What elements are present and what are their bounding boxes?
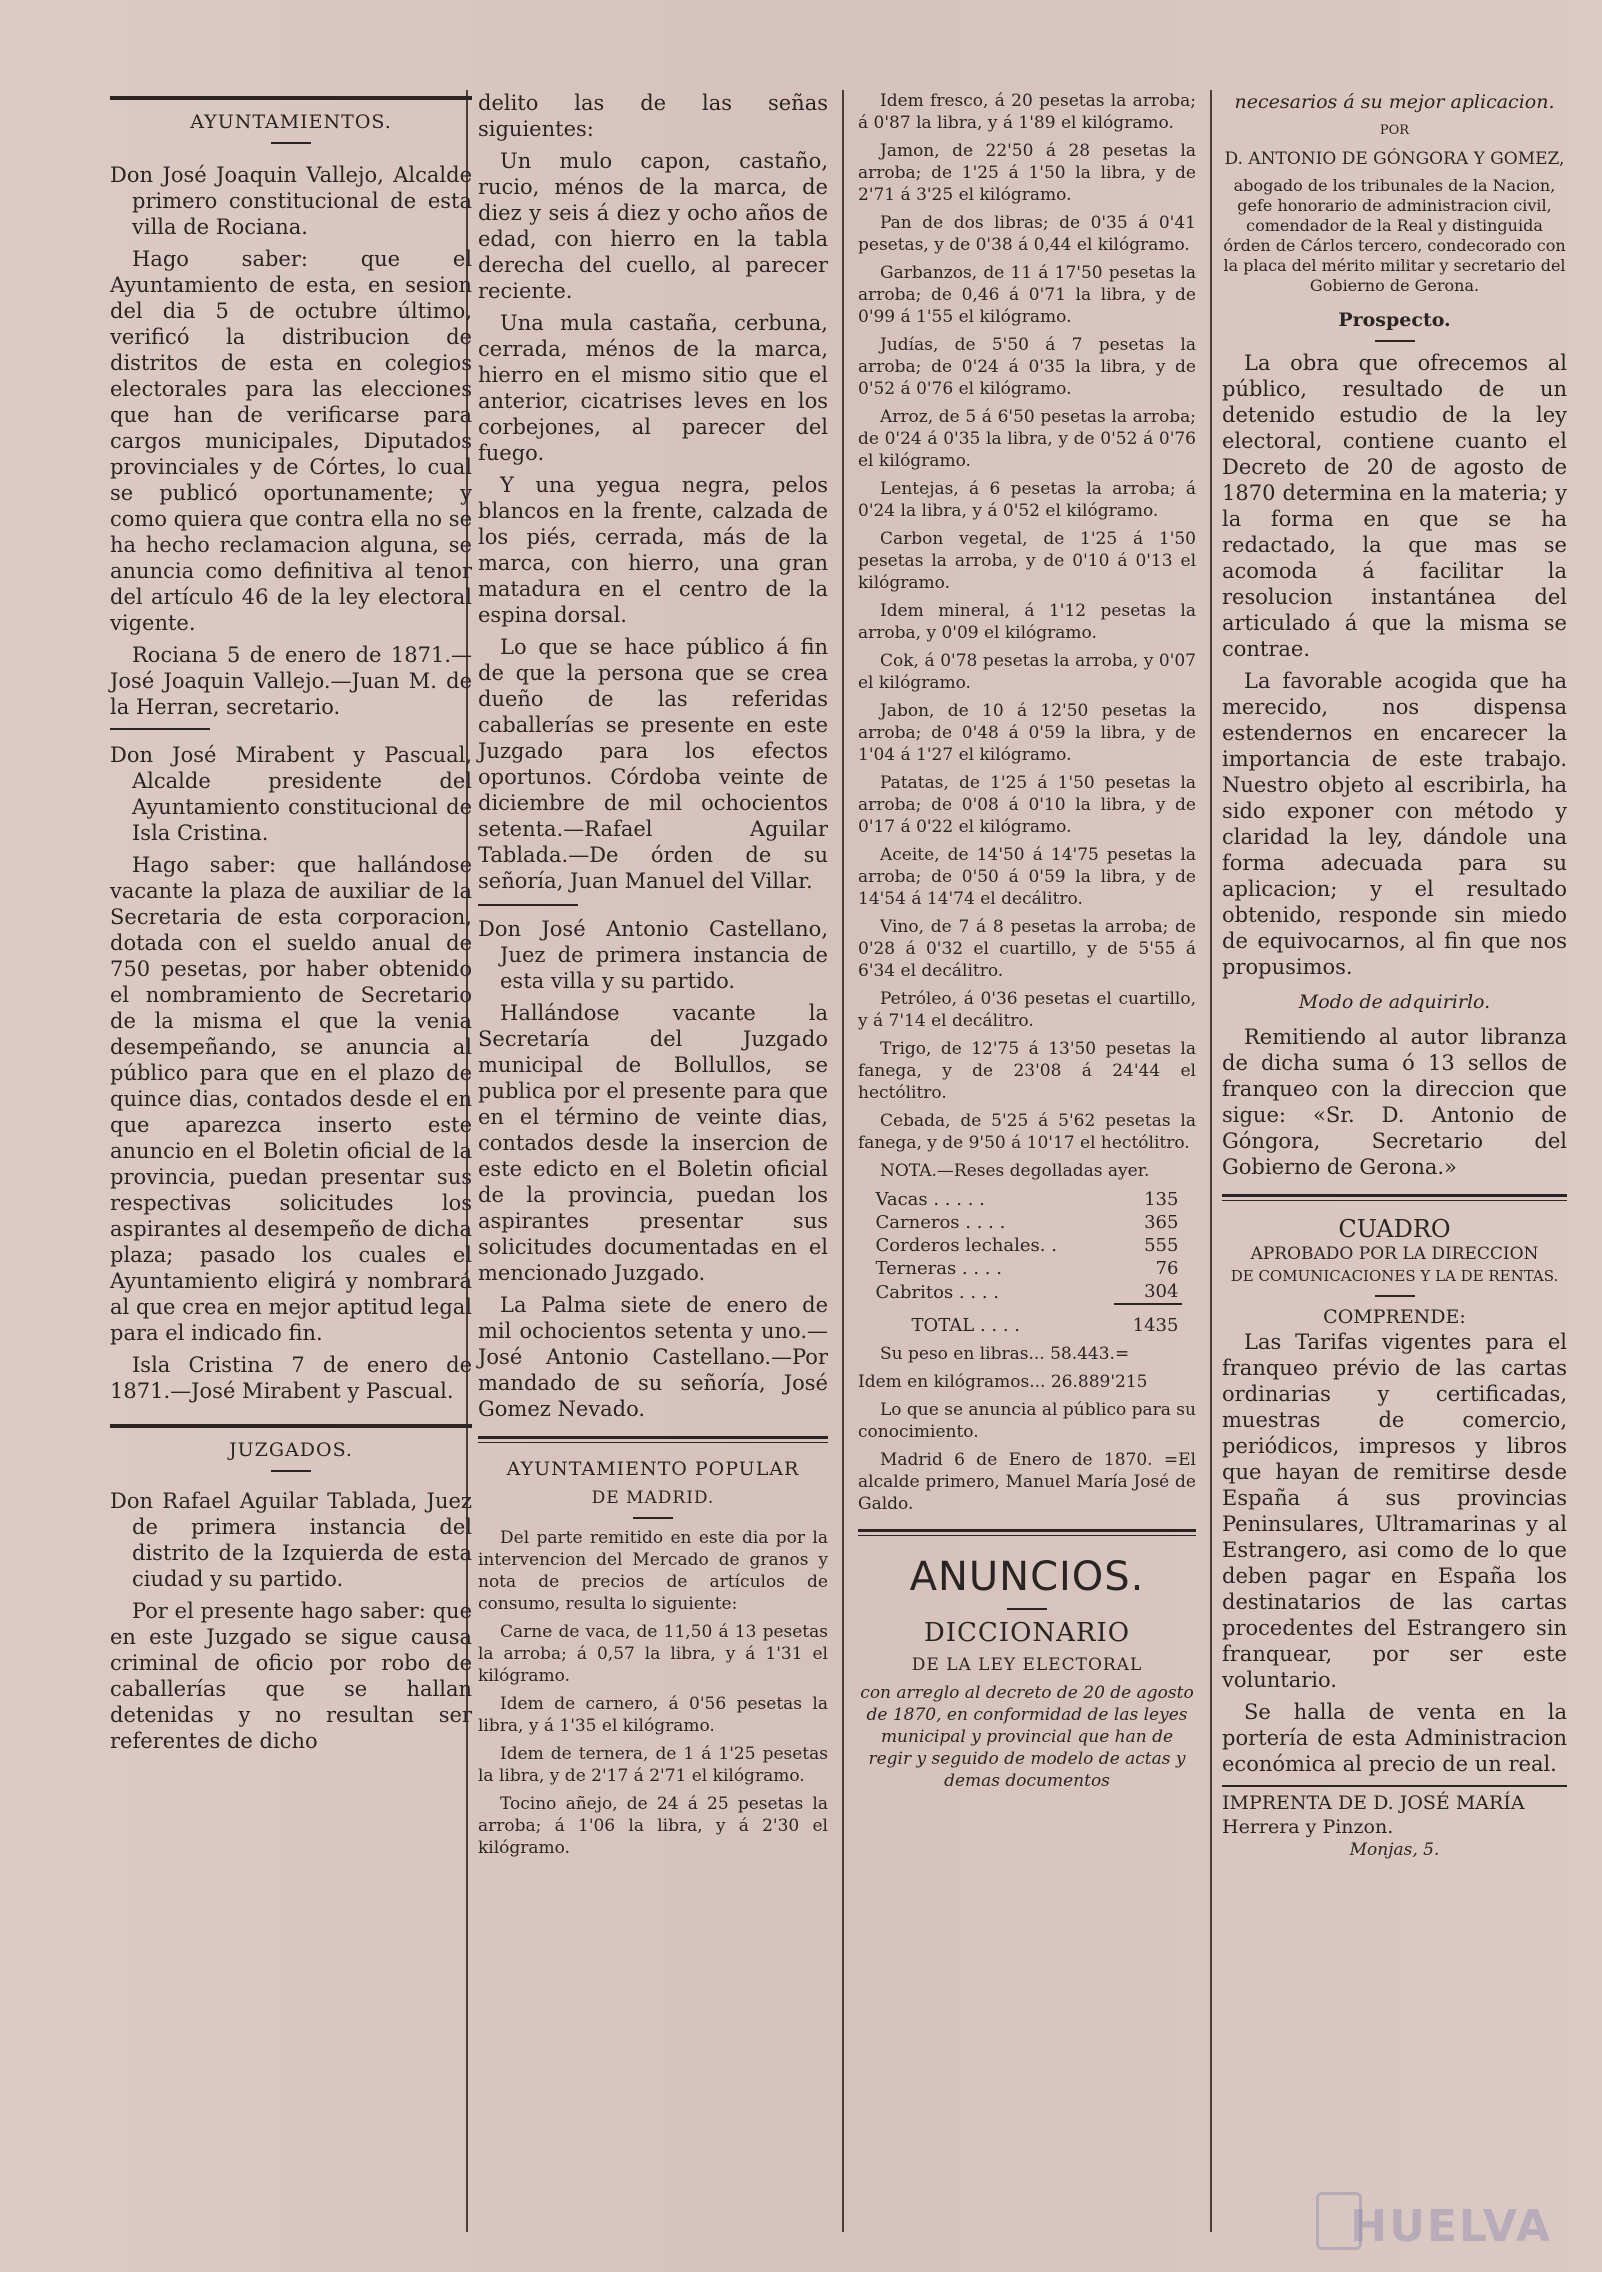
book-description-cont: necesarios á su mejor aplicacion. — [1234, 91, 1555, 113]
price-item: Vino, de 7 á 8 pesetas la arroba; de 0'28 á 0'32 el cuartillo, y de 5'55 á 6'34 el decálitro. — [858, 917, 1196, 981]
paragraph: Un mulo capon, castaño, rucio, ménos de la marca, de diez y seis á diez y ocho años de edad, con hierro en la tabla derecha del cuello, al parecer reciente. — [478, 149, 828, 303]
nota-title: NOTA.—Reses degolladas ayer. — [880, 1161, 1150, 1181]
column-divider — [842, 90, 844, 2232]
table-total-row — [872, 1304, 1183, 1337]
total-label: TOTAL . . . . — [911, 1314, 1021, 1336]
weight-kg: Idem en kilógramos... 26.889'215 — [858, 1372, 1148, 1392]
prospecto-heading: Prospecto. — [1338, 309, 1451, 331]
price-item: Petróleo, á 0'36 pesetas el cuartillo, y á 7'14 el decálitro. — [858, 989, 1196, 1031]
author-description: abogado de los tribunales de la Nacion, gefe honorario de administracion civil, comendador de la Real y distinguida órden de Cárlos tercero, condecorado con la placa del mérito militar y secretario del Gobierno de Gerona. — [1223, 176, 1566, 295]
cuadro-subheading: DE COMUNICACIONES Y LA DE RENTAS. — [1230, 1267, 1559, 1285]
table-row — [872, 1280, 1183, 1304]
cuadro-heading: CUADRO — [1338, 1215, 1451, 1243]
row-label: Vacas . . . . . — [875, 1189, 985, 1210]
anuncios-heading: ANUNCIOS. — [909, 1554, 1145, 1600]
imprint-line: IMPRENTA DE D. JOSÉ MARÍA Herrera y Pinzon. — [1222, 1792, 1525, 1838]
row-value: 135 — [1144, 1189, 1179, 1210]
separator — [271, 142, 311, 144]
row-value: 76 — [1155, 1258, 1179, 1279]
price-item: Pan de dos libras; de 0'35 á 0'41 pesetas, y de 0'38 á 0,44 el kilógramo. — [858, 213, 1196, 255]
slaughter-table — [872, 1188, 1183, 1337]
paragraph: Lo que se anuncia al público para su conocimiento. — [858, 1400, 1196, 1442]
price-item: Carne de vaca, de 11,50 á 13 pesetas la arroba; á 0,57 la libra, y á 1'31 el kilógramo. — [478, 1622, 828, 1686]
price-item: Carbon vegetal, de 1'25 á 1'50 pesetas la arroba, y de 0'10 á 0'13 el kilógramo. — [858, 529, 1196, 593]
column-3 — [858, 90, 1196, 2212]
weight-libras: Su peso en libras... 58.443.= — [880, 1344, 1130, 1364]
section-rule — [858, 1529, 1196, 1536]
announcement-body: Hago saber: que el Ayuntamiento de esta, en sesion del dia 5 de octubre último, verificó la distribucion de distritos de esta en colegios electorales para las elecciones que han de verificarse para cargos municipales, Diputados provinciales y de Córtes, lo cual se publicó oportunamente; y como quiera que contra ella no se ha hecho reclamacion alguna, se anuncia como definitiva al tenor del artículo 46 de la ley electoral vigente. — [110, 247, 472, 635]
paragraph: La obra que ofrecemos al público, resultado de un detenido estudio de la ley electoral, contiene cuanto el Decreto de 20 de agosto de 1870 determina en la materia; y la forma en que se ha redactado, la que mas se acomoda á facilitar la resolucion instantánea del articulado á que la misma se contrae. — [1222, 351, 1567, 661]
paragraph: La favorable acogida que ha merecido, nos dispensa estendernos en encarecer la importancia de este trabajo. Nuestro objeto al escribirla, ha sido exponer con método y claridad la ley, dándole una forma adecuada para su aplicacion; y el resultado obtenido, responde sin miedo de equivocarnos, al fin que nos propusimos. — [1222, 669, 1567, 979]
section-heading: JUZGADOS. — [229, 1439, 353, 1461]
book-description: con arreglo al decreto de 20 de agosto de 1870, en conformidad de las leyes municipal y provincial que han de regir y seguido de modelo de actas y demas documentos — [860, 1683, 1194, 1791]
separator — [478, 904, 578, 906]
announcement-heading: Don José Mirabent y Pascual, Alcalde presidente del Ayuntamiento constitucional de Isla Cristina. — [110, 743, 472, 845]
row-value: 304 — [1144, 1281, 1179, 1302]
announcement-signature: La Palma siete de enero de mil ochocientos setenta y uno.—José Antonio Castellano.—Por mandado de su señoría, José Gomez Nevado. — [478, 1293, 828, 1421]
imprint-address: Monjas, 5. — [1349, 1840, 1440, 1860]
price-item: Garbanzos, de 11 á 17'50 pesetas la arroba; de 0,46 á 0'71 la libra, y de 0'99 á 1'55 el kilógramo. — [858, 263, 1196, 327]
price-item: Cebada, de 5'25 á 5'62 pesetas la fanega, y de 9'50 á 10'17 el hectólitro. — [858, 1111, 1196, 1153]
table-row — [872, 1211, 1183, 1234]
price-item: Cok, á 0'78 pesetas la arroba, y 0'07 el kilógramo. — [858, 651, 1196, 693]
price-item: Idem de carnero, á 0'56 pesetas la libra, y á 1'35 el kilógramo. — [478, 1694, 828, 1736]
price-item: Trigo, de 12'75 á 13'50 pesetas la fanega, y de 23'08 á 24'44 el hectólitro. — [858, 1039, 1196, 1103]
book-subtitle: DE LA LEY ELECTORAL — [911, 1655, 1143, 1675]
price-item: Idem fresco, á 20 pesetas la arroba; á 0'87 la libra, y á 1'89 el kilógramo. — [858, 91, 1196, 133]
announcement-body: Hallándose vacante la Secretaría del Juzgado municipal de Bollullos, se publica por el presente para que en el término de veinte dias, contados desde la insercion de este edicto en el Boletin oficial de la provincia, puedan los aspirantes presentar sus solicitudes documentadas en el mencionado Juzgado. — [478, 1001, 828, 1285]
section-rule — [110, 1424, 472, 1428]
row-label: Terneras . . . . — [875, 1258, 1002, 1279]
row-value: 555 — [1144, 1235, 1179, 1256]
separator — [633, 1517, 673, 1519]
price-item: Judías, de 5'50 á 7 pesetas la arroba; de 0'24 á 0'35 la libra, y de 0'52 á 0'76 el kilógramo. — [858, 335, 1196, 399]
table-row — [872, 1257, 1183, 1280]
paragraph: Lo que se hace público á fin de que la persona que se crea dueño de las referidas caballerías se presente en este Juzgado para los efectos oportunos. Córdoba veinte de diciembre de mil ochocientos setenta.—Rafael Aguilar Tablada.—De órden de su señoría, Juan Manuel del Villar. — [478, 635, 828, 893]
section-rule — [478, 1436, 828, 1443]
separator — [1375, 340, 1415, 342]
section-heading: AYUNTAMIENTO POPULAR — [506, 1458, 800, 1480]
separator — [1375, 1295, 1415, 1297]
announcement-heading: Don José Joaquin Vallejo, Alcalde primero constitucional de esta villa de Rociana. — [110, 163, 472, 239]
paragraph: Se halla de venta en la portería de esta Administracion económica al precio de un real. — [1222, 1700, 1567, 1776]
row-label: Cabritos . . . . — [875, 1281, 999, 1303]
paragraph: delito las de las señas siguientes: — [478, 91, 828, 141]
row-label: Carneros . . . . — [875, 1212, 1006, 1233]
signature: Madrid 6 de Enero de 1870. =El alcalde primero, Manuel María José de Galdo. — [858, 1450, 1196, 1514]
announcement-body: Por el presente hago saber: que en este Juzgado se sigue causa criminal de oficio por robo de caballerías que se hallan detenidas y no resultan ser referentes de dicho — [110, 1599, 472, 1753]
column-1 — [110, 90, 472, 2212]
price-item: Aceite, de 14'50 á 14'75 pesetas la arroba; de 0'50 á 0'59 la libra, y de 14'54 á 14'74 el decálitro. — [858, 845, 1196, 909]
section-rule — [1222, 1194, 1567, 1201]
column-divider — [1210, 90, 1212, 2232]
paragraph: Una mula castaña, cerbuna, cerrada, ménos de la marca, hierro en el mismo sitio que el anterior, cicatrises leves en los corbejones, al parecer del fuego. — [478, 311, 828, 465]
announcement-signature: Rociana 5 de enero de 1871.—José Joaquin Vallejo.—Juan M. de la Herran, secretario. — [110, 643, 472, 719]
section-rule — [110, 96, 472, 100]
table-row — [872, 1188, 1183, 1211]
table-row — [872, 1234, 1183, 1257]
total-value: 1435 — [1114, 1304, 1183, 1337]
announcement-heading: Don José Antonio Castellano, Juez de primera instancia de esta villa y su partido. — [478, 917, 828, 993]
por-label: POR — [1379, 123, 1410, 138]
announcement-heading: Don Rafael Aguilar Tablada, Juez de primera instancia del distrito de la Izquierda de esta ciudad y su partido. — [110, 1489, 472, 1591]
separator — [1007, 1608, 1047, 1610]
price-item: Arroz, de 5 á 6'50 pesetas la arroba; de 0'24 á 0'35 la libra, y de 0'52 á 0'76 el kilógramo. — [858, 407, 1196, 471]
row-label: Corderos lechales. . — [875, 1235, 1057, 1256]
separator — [271, 1470, 311, 1472]
comprende-heading: COMPRENDE: — [1323, 1306, 1466, 1328]
price-item: Jabon, de 10 á 12'50 pesetas la arroba; de 0'48 á 0'59 la libra, y de 1'04 á 1'27 el kilógramo. — [858, 701, 1196, 765]
modo-heading: Modo de adquirirlo. — [1298, 991, 1491, 1013]
paragraph: Y una yegua negra, pelos blancos en la frente, calzada de los piés, cerrada, más de la marca, con hierro, una gran matadura en el centro de la espina dorsal. — [478, 473, 828, 627]
author-name: D. ANTONIO DE GÓNGORA Y GOMEZ, — [1224, 149, 1565, 169]
row-value: 365 — [1144, 1212, 1179, 1233]
paragraph: Del parte remitido en este dia por la intervencion del Mercado de granos y nota de precios de artículos de consumo, resulta lo siguiente: — [478, 1528, 828, 1614]
section-heading: AYUNTAMIENTOS. — [190, 111, 392, 133]
column-2 — [478, 90, 828, 2212]
paragraph: Las Tarifas vigentes para el franqueo prévio de las cartas ordinarias y certificadas, muestras de comercio, periódicos, impresos y libros que hayan de remitirse desde España á sus provincias Peninsulares, Ultramarinas y al Estrangero, asi como de lo que deben pagar en España los destinatarios de las cartas procedentes del Estrangero sin franquear, por ser este voluntario. — [1222, 1330, 1567, 1692]
imprint — [1222, 1785, 1567, 1861]
price-item: Lentejas, á 6 pesetas la arroba; á 0'24 la libra, y á 0'52 el kilógramo. — [858, 479, 1196, 521]
price-item: Idem de ternera, de 1 á 1'25 pesetas la libra, y de 2'17 á 2'71 el kilógramo. — [478, 1744, 828, 1786]
announcement-signature: Isla Cristina 7 de enero de 1871.—José Mirabent y Pascual. — [110, 1353, 472, 1403]
cuadro-subheading: APROBADO POR LA DIRECCION — [1250, 1244, 1539, 1264]
separator — [110, 728, 210, 730]
section-subheading: DE MADRID. — [591, 1488, 715, 1508]
announcement-body: Hago saber: que hallándose vacante la plaza de auxiliar de la Secretaria de esta corporacion, dotada con el sueldo anual de 750 pesetas, por haber obtenido el nombramiento de Secretario de la misma el que la venia desempeñando, se anuncia al público para que en el plazo de quince dias, contados desde el en que aparezca inserto este anuncio en el Boletin oficial de la provincia, puedan presentar sus respectivas solicitudes los aspirantes al desempeño de dicha plaza; pasado los cuales el Ayuntamiento eligirá y nombrará al que crea en mejor aptitud legal para el indicado fin. — [110, 853, 472, 1345]
price-item: Tocino añejo, de 24 á 25 pesetas la arroba; á 1'06 la libra, y á 2'30 el kilógramo. — [478, 1794, 828, 1858]
paragraph: Remitiendo al autor libranza de dicha suma ó 13 sellos de franqueo con la direccion que sigue: «Sr. D. Antonio de Góngora, Secretario del Gobierno de Gerona.» — [1222, 1025, 1567, 1179]
price-item: Jamon, de 22'50 á 28 pesetas la arroba; de 1'25 á 1'50 la libra, y de 2'71 á 3'25 el kilógramo. — [858, 141, 1196, 205]
column-4 — [1222, 90, 1567, 2212]
price-item: Patatas, de 1'25 á 1'50 pesetas la arroba; de 0'08 á 0'10 la libra, y de 0'17 á 0'22 el kilógramo. — [858, 773, 1196, 837]
book-title: DICCIONARIO — [923, 1618, 1131, 1648]
price-item: Idem mineral, á 1'12 pesetas la arroba, y 0'09 el kilógramo. — [858, 601, 1196, 643]
archive-watermark: HUELVA — [1350, 2201, 1552, 2252]
